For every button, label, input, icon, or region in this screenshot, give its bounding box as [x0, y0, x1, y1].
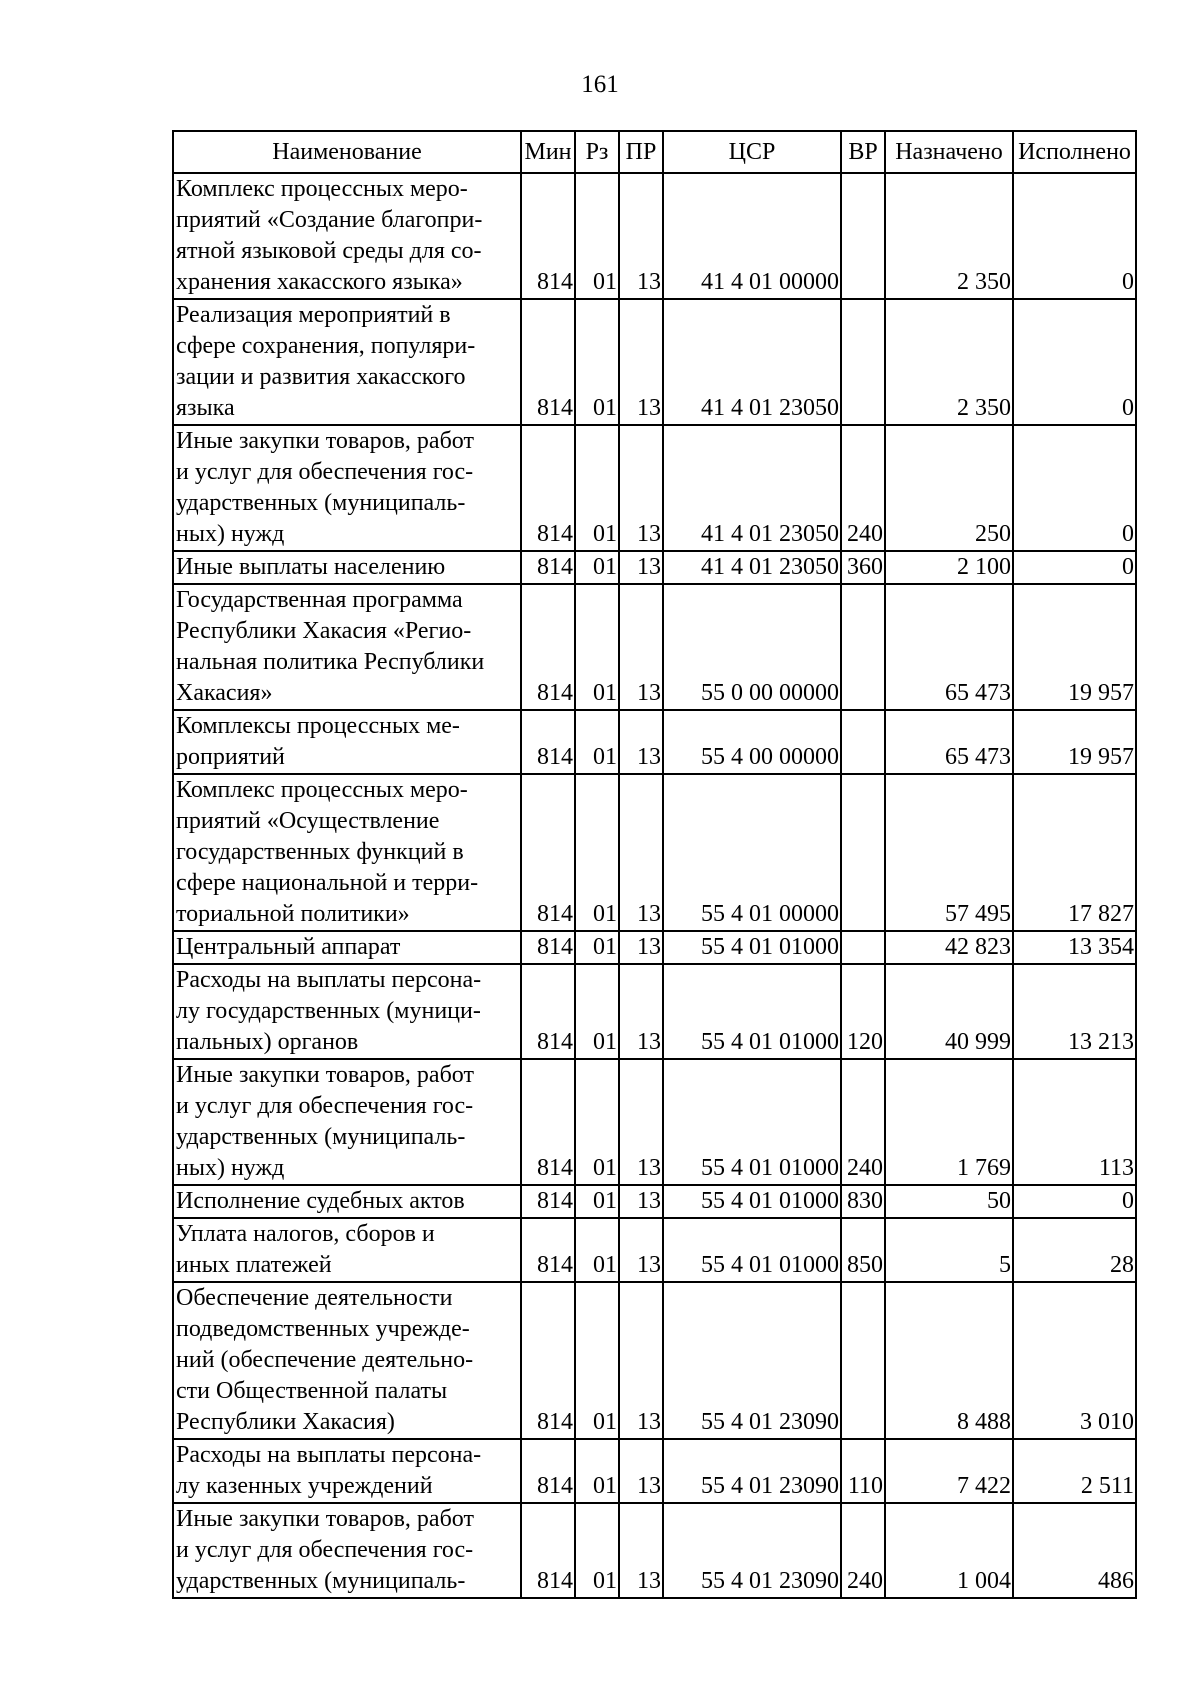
cell-name-line: роприятий: [176, 744, 285, 770]
table-row: [173, 551, 1136, 584]
cell-vr: 240: [841, 425, 885, 551]
cell-name-line: Республики Хакасия): [176, 1409, 395, 1435]
cell-assigned: 40 999: [885, 964, 1013, 1059]
cell-rz: 01: [575, 1503, 619, 1598]
table-row: [173, 1218, 1136, 1282]
cell-name-line: Хакасия»: [176, 680, 273, 706]
table-row: [173, 299, 1136, 425]
cell-assigned: 5: [885, 1218, 1013, 1282]
cell-pr: 13: [619, 964, 663, 1059]
cell-rz: 01: [575, 710, 619, 774]
table-row: [173, 1185, 1136, 1218]
cell-pr: 13: [619, 1503, 663, 1598]
cell-name: [173, 551, 521, 584]
header-name: Наименование: [173, 131, 521, 173]
header-vr: ВР: [841, 131, 885, 173]
cell-name-line: Уплата налогов, сборов и: [176, 1221, 435, 1247]
cell-name-line: ударственных (муниципаль-: [176, 1568, 466, 1594]
cell-executed: 113: [1013, 1059, 1136, 1185]
cell-name: [173, 1185, 521, 1218]
cell-executed: 0: [1013, 425, 1136, 551]
cell-pr: 13: [619, 1439, 663, 1503]
cell-name: [173, 774, 521, 931]
header-assigned: Назначено: [885, 131, 1013, 173]
cell-name: [173, 710, 521, 774]
cell-min: 814: [521, 931, 575, 964]
cell-vr: 110: [841, 1439, 885, 1503]
cell-rz: 01: [575, 1059, 619, 1185]
cell-csr: 55 4 01 01000: [663, 964, 841, 1059]
cell-assigned: 65 473: [885, 710, 1013, 774]
cell-name: [173, 584, 521, 710]
cell-vr: [841, 173, 885, 299]
cell-name: [173, 931, 521, 964]
table-row: [173, 964, 1136, 1059]
cell-pr: 13: [619, 299, 663, 425]
cell-assigned: 2 350: [885, 299, 1013, 425]
page-number: 161: [581, 71, 619, 98]
header-executed: Исполнено: [1013, 131, 1136, 173]
cell-rz: 01: [575, 551, 619, 584]
cell-csr: 55 4 01 23090: [663, 1439, 841, 1503]
cell-vr: 850: [841, 1218, 885, 1282]
cell-min: 814: [521, 1185, 575, 1218]
cell-rz: 01: [575, 964, 619, 1059]
cell-min: 814: [521, 964, 575, 1059]
cell-assigned: 1 004: [885, 1503, 1013, 1598]
cell-name-line: зации и развития хакасского: [176, 364, 466, 390]
cell-pr: 13: [619, 173, 663, 299]
cell-min: 814: [521, 551, 575, 584]
cell-vr: [841, 710, 885, 774]
cell-name: [173, 299, 521, 425]
cell-name-line: Центральный аппарат: [176, 934, 401, 960]
cell-csr: 55 4 01 01000: [663, 1218, 841, 1282]
cell-csr: 41 4 01 23050: [663, 299, 841, 425]
cell-name-line: Иные выплаты населению: [176, 554, 446, 580]
cell-executed: 13 354: [1013, 931, 1136, 964]
cell-rz: 01: [575, 931, 619, 964]
cell-name-line: Комплекс процессных меро-: [176, 777, 468, 803]
cell-min: 814: [521, 173, 575, 299]
cell-min: 814: [521, 425, 575, 551]
cell-pr: 13: [619, 710, 663, 774]
cell-name-line: Исполнение судебных актов: [176, 1188, 465, 1214]
cell-executed: 0: [1013, 551, 1136, 584]
cell-assigned: 7 422: [885, 1439, 1013, 1503]
cell-name-line: языка: [176, 395, 235, 421]
cell-min: 814: [521, 299, 575, 425]
budget-table: [172, 130, 1137, 1599]
cell-rz: 01: [575, 1439, 619, 1503]
cell-assigned: 65 473: [885, 584, 1013, 710]
cell-name-line: хранения хакасского языка»: [176, 269, 463, 295]
cell-vr: 830: [841, 1185, 885, 1218]
cell-name-line: Комплекс процессных меро-: [176, 176, 468, 202]
cell-name-line: иных платежей: [176, 1252, 332, 1278]
cell-name-line: Обеспечение деятельности: [176, 1285, 453, 1311]
cell-name-line: Иные закупки товаров, работ: [176, 1062, 474, 1088]
cell-name-line: ных) нужд: [176, 1155, 285, 1181]
cell-assigned: 8 488: [885, 1282, 1013, 1439]
cell-csr: 55 4 00 00000: [663, 710, 841, 774]
cell-executed: 0: [1013, 299, 1136, 425]
cell-name-line: Расходы на выплаты персона-: [176, 1442, 482, 1468]
table-row: [173, 425, 1136, 551]
cell-name-line: лу государственных (муници-: [176, 998, 481, 1024]
cell-vr: 240: [841, 1059, 885, 1185]
cell-rz: 01: [575, 299, 619, 425]
cell-name-line: Реализация мероприятий в: [176, 302, 451, 328]
cell-name: [173, 173, 521, 299]
cell-csr: 55 4 01 01000: [663, 1059, 841, 1185]
cell-name: [173, 425, 521, 551]
cell-executed: 17 827: [1013, 774, 1136, 931]
cell-csr: 55 4 01 23090: [663, 1503, 841, 1598]
cell-vr: [841, 299, 885, 425]
cell-vr: 120: [841, 964, 885, 1059]
cell-rz: 01: [575, 1185, 619, 1218]
table-row: [173, 710, 1136, 774]
cell-name-line: пальных) органов: [176, 1029, 359, 1055]
cell-min: 814: [521, 774, 575, 931]
cell-rz: 01: [575, 1282, 619, 1439]
cell-pr: 13: [619, 551, 663, 584]
cell-vr: [841, 584, 885, 710]
cell-rz: 01: [575, 425, 619, 551]
cell-assigned: 50: [885, 1185, 1013, 1218]
cell-pr: 13: [619, 1059, 663, 1185]
cell-executed: 13 213: [1013, 964, 1136, 1059]
cell-name-line: Иные закупки товаров, работ: [176, 1506, 474, 1532]
cell-executed: 2 511: [1013, 1439, 1136, 1503]
cell-csr: 41 4 01 23050: [663, 425, 841, 551]
cell-name-line: ториальной политики»: [176, 901, 410, 927]
cell-min: 814: [521, 710, 575, 774]
cell-executed: 3 010: [1013, 1282, 1136, 1439]
cell-name-line: ний (обеспечение деятельно-: [176, 1347, 474, 1373]
cell-csr: 55 0 00 00000: [663, 584, 841, 710]
cell-csr: 55 4 01 01000: [663, 931, 841, 964]
cell-name-line: ударственных (муниципаль-: [176, 1124, 466, 1150]
cell-pr: 13: [619, 1185, 663, 1218]
cell-name-line: ятной языковой среды для со-: [176, 238, 482, 264]
cell-name: [173, 964, 521, 1059]
cell-assigned: 1 769: [885, 1059, 1013, 1185]
cell-name-line: сфере национальной и терри-: [176, 870, 479, 896]
cell-csr: 55 4 01 01000: [663, 1185, 841, 1218]
header-min: Мин: [521, 131, 575, 173]
cell-name-line: ударственных (муниципаль-: [176, 490, 466, 516]
header-rz: Рз: [575, 131, 619, 173]
cell-executed: 0: [1013, 1185, 1136, 1218]
cell-pr: 13: [619, 931, 663, 964]
cell-assigned: 250: [885, 425, 1013, 551]
cell-name: [173, 1439, 521, 1503]
cell-name: [173, 1218, 521, 1282]
cell-rz: 01: [575, 584, 619, 710]
cell-vr: [841, 774, 885, 931]
table-row: [173, 584, 1136, 710]
cell-name-line: государственных функций в: [176, 839, 464, 865]
cell-vr: 240: [841, 1503, 885, 1598]
cell-name-line: и услуг для обеспечения гос-: [176, 459, 474, 485]
table-row: [173, 173, 1136, 299]
cell-name-line: лу казенных учреждений: [176, 1473, 433, 1499]
cell-pr: 13: [619, 1218, 663, 1282]
cell-min: 814: [521, 1059, 575, 1185]
cell-name: [173, 1059, 521, 1185]
cell-min: 814: [521, 584, 575, 710]
header-csr: ЦСР: [663, 131, 841, 173]
cell-rz: 01: [575, 774, 619, 931]
cell-name-line: подведомственных учрежде-: [176, 1316, 470, 1342]
cell-min: 814: [521, 1218, 575, 1282]
cell-name-line: сти Общественной палаты: [176, 1378, 448, 1404]
cell-rz: 01: [575, 1218, 619, 1282]
cell-assigned: 57 495: [885, 774, 1013, 931]
table-row: [173, 931, 1136, 964]
table-body: [173, 173, 1136, 1598]
cell-executed: 28: [1013, 1218, 1136, 1282]
cell-min: 814: [521, 1282, 575, 1439]
table-row: [173, 1503, 1136, 1598]
cell-name-line: и услуг для обеспечения гос-: [176, 1537, 474, 1563]
cell-min: 814: [521, 1439, 575, 1503]
cell-vr: [841, 1282, 885, 1439]
cell-pr: 13: [619, 425, 663, 551]
cell-pr: 13: [619, 1282, 663, 1439]
cell-name-line: Государственная программа: [176, 587, 463, 613]
cell-name-line: сфере сохранения, популяри-: [176, 333, 476, 359]
cell-vr: [841, 931, 885, 964]
table-row: [173, 1282, 1136, 1439]
cell-name-line: нальная политика Республики: [176, 649, 485, 675]
table-row: [173, 774, 1136, 931]
cell-executed: 19 957: [1013, 584, 1136, 710]
cell-name-line: Расходы на выплаты персона-: [176, 967, 482, 993]
cell-csr: 55 4 01 23090: [663, 1282, 841, 1439]
cell-executed: 486: [1013, 1503, 1136, 1598]
cell-assigned: 42 823: [885, 931, 1013, 964]
cell-name-line: Иные закупки товаров, работ: [176, 428, 474, 454]
cell-csr: 55 4 01 00000: [663, 774, 841, 931]
cell-rz: 01: [575, 173, 619, 299]
cell-name-line: и услуг для обеспечения гос-: [176, 1093, 474, 1119]
cell-executed: 19 957: [1013, 710, 1136, 774]
cell-vr: 360: [841, 551, 885, 584]
header-pr: ПР: [619, 131, 663, 173]
cell-csr: 41 4 01 23050: [663, 551, 841, 584]
cell-name: [173, 1282, 521, 1439]
table-row: [173, 1439, 1136, 1503]
cell-name-line: Комплексы процессных ме-: [176, 713, 460, 739]
cell-assigned: 2 350: [885, 173, 1013, 299]
cell-csr: 41 4 01 00000: [663, 173, 841, 299]
cell-name-line: Республики Хакасия «Регио-: [176, 618, 472, 644]
cell-name-line: ных) нужд: [176, 521, 285, 547]
cell-pr: 13: [619, 774, 663, 931]
cell-executed: 0: [1013, 173, 1136, 299]
cell-name-line: приятий «Осуществление: [176, 808, 440, 834]
table-row: [173, 1059, 1136, 1185]
cell-pr: 13: [619, 584, 663, 710]
cell-name-line: приятий «Создание благопри-: [176, 207, 483, 233]
table-header-row: [173, 131, 1136, 173]
cell-min: 814: [521, 1503, 575, 1598]
cell-name: [173, 1503, 521, 1598]
cell-assigned: 2 100: [885, 551, 1013, 584]
